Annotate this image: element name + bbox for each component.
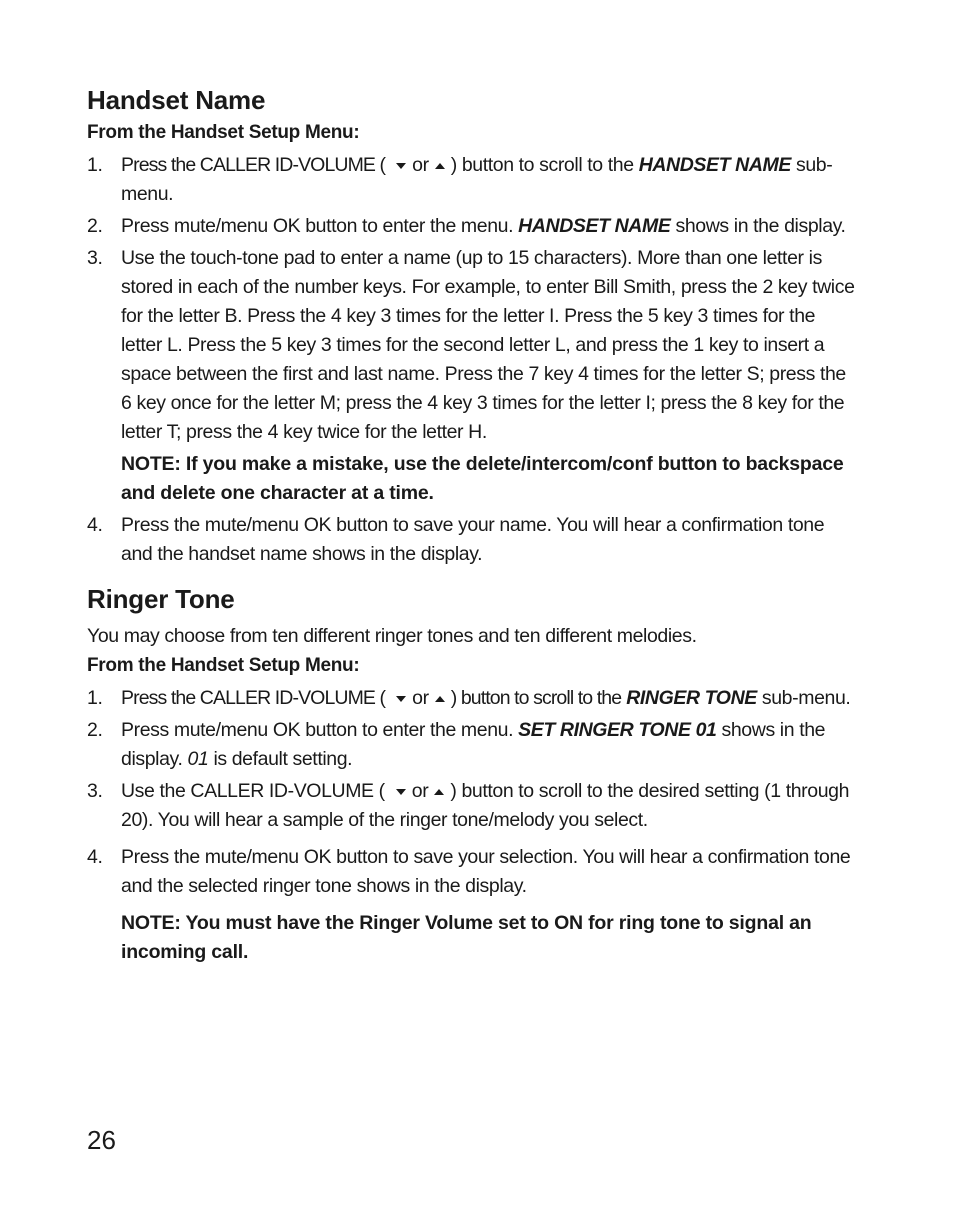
step-3 bbox=[87, 777, 857, 835]
up-arrow-icon bbox=[435, 163, 445, 169]
step-text: Press mute/menu OK button to enter the menu. bbox=[121, 215, 514, 237]
subheading: From the Handset Setup Menu: bbox=[87, 655, 360, 676]
step-text: ) button to scroll to the bbox=[450, 154, 634, 176]
note: NOTE: If you make a mistake, use the delete/intercom/conf button to backspace and delete one character at a time. bbox=[121, 453, 844, 504]
step-text: Press the mute/menu OK button to save your selection. You will hear a confirmation tone and the selected ringer tone shows in the display. bbox=[121, 846, 851, 897]
handset-name-steps-cont bbox=[87, 511, 857, 569]
step-text: Press the mute/menu OK button to save your name. You will hear a confirmation tone and the handset name shows in the display. bbox=[121, 514, 825, 565]
down-arrow-icon bbox=[396, 696, 406, 702]
default-value: 01 bbox=[187, 748, 209, 770]
step-number: 4. bbox=[87, 514, 103, 536]
step-text: shows in the display. bbox=[675, 215, 846, 237]
step-4 bbox=[87, 511, 857, 569]
note: NOTE: You must have the Ringer Volume set to ON for ring tone to signal an incoming call. bbox=[121, 912, 812, 963]
step-text: Press the CALLER ID-VOLUME ( bbox=[121, 154, 386, 176]
menu-name: RINGER TONE bbox=[626, 687, 757, 709]
up-arrow-icon bbox=[435, 696, 445, 702]
step-number: 3. bbox=[87, 247, 103, 269]
step-1 bbox=[87, 151, 857, 209]
step-number: 3. bbox=[87, 780, 103, 802]
step-text: Use the touch-tone pad to enter a name (up to 15 characters). More than one letter is stored in each of the number keys. For example, to enter Bill Smith, press the 2 key twice for the letter B. Press the 4 key 3 times for the letter I. Press the 5 key 3 times for the letter L. Press the 5 key 3 times for the second letter L, and press the 1 key to insert a space between the first and last name. Press the 7 key 4 times for the letter S; press the 6 key once for the letter M; press the 4 key 3 times for the letter I; press the 8 key for the letter T; press the 4 key twice for the letter H. bbox=[121, 247, 855, 443]
step-text: sub-menu. bbox=[121, 154, 833, 205]
step-text: or bbox=[411, 780, 429, 802]
section-heading-ringer-tone: Ringer Tone bbox=[87, 584, 235, 614]
step-text: Use the CALLER ID-VOLUME ( bbox=[121, 780, 385, 802]
step-text: Press mute/menu OK button to enter the menu. bbox=[121, 719, 514, 741]
step-3 bbox=[87, 244, 857, 447]
step-text: ) button to scroll to the desired setting (1 through 20). You will hear a sample of the ringer tone/melody you select. bbox=[121, 780, 850, 831]
page-content bbox=[87, 84, 857, 970]
step-text: or bbox=[412, 154, 429, 176]
step-text: Press the CALLER ID-VOLUME ( bbox=[121, 687, 386, 709]
menu-name: SET RINGER TONE 01 bbox=[518, 719, 717, 741]
menu-name: HANDSET NAME bbox=[518, 215, 671, 237]
subheading: From the Handset Setup Menu: bbox=[87, 122, 360, 143]
step-2 bbox=[87, 212, 857, 241]
step-number: 2. bbox=[87, 719, 103, 741]
section-heading-handset-name: Handset Name bbox=[87, 85, 266, 115]
step-text: is default setting. bbox=[213, 748, 353, 770]
intro-text: You may choose from ten different ringer tones and ten different melodies. bbox=[87, 625, 697, 647]
step-1 bbox=[87, 684, 857, 713]
step-2 bbox=[87, 716, 857, 774]
page-number: 26 bbox=[87, 1125, 116, 1155]
handset-name-steps bbox=[87, 151, 857, 447]
step-number: 2. bbox=[87, 215, 103, 237]
step-text: ) button to scroll to the bbox=[450, 687, 622, 709]
step-text: sub-menu. bbox=[761, 687, 851, 709]
ringer-tone-steps bbox=[87, 684, 857, 901]
down-arrow-icon bbox=[396, 789, 406, 795]
step-text: or bbox=[412, 687, 429, 709]
step-number: 1. bbox=[87, 154, 103, 176]
handset-name-section bbox=[87, 84, 857, 569]
up-arrow-icon bbox=[434, 789, 444, 795]
step-4 bbox=[87, 843, 857, 901]
menu-name: HANDSET NAME bbox=[638, 154, 791, 176]
step-text: shows in the display. bbox=[121, 719, 826, 770]
ringer-tone-section bbox=[87, 583, 857, 967]
step-number: 1. bbox=[87, 687, 103, 709]
down-arrow-icon bbox=[396, 163, 406, 169]
step-number: 4. bbox=[87, 846, 103, 868]
